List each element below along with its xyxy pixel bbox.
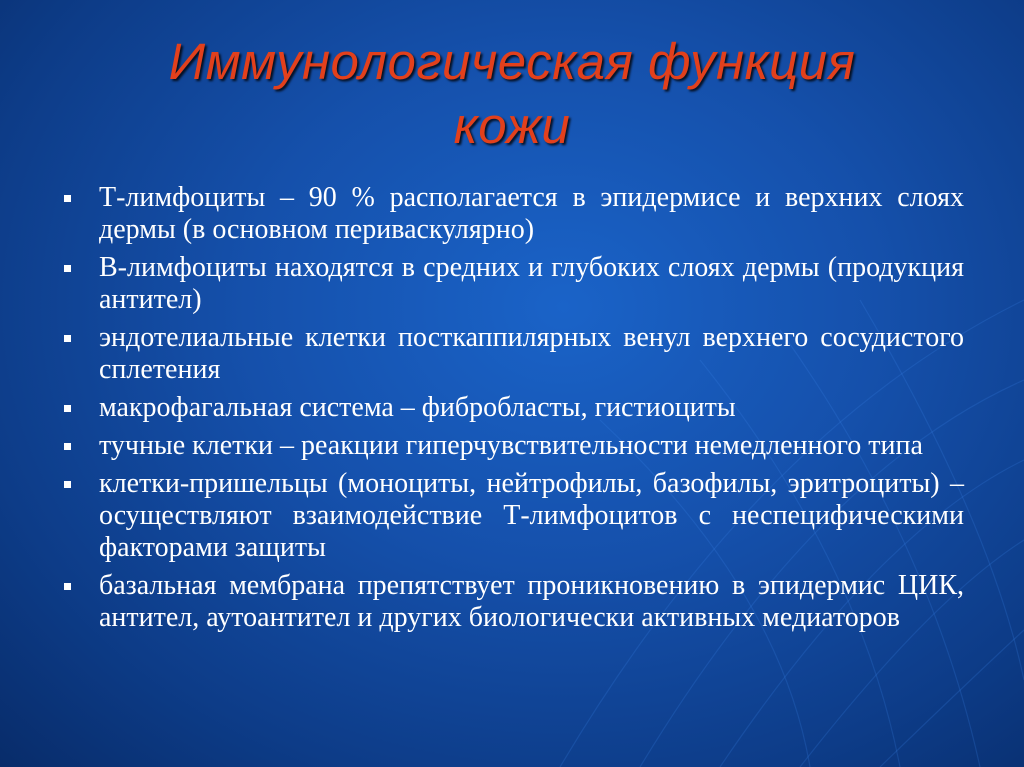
bullet-list [64, 182, 964, 640]
square-bullet-icon [64, 583, 71, 590]
bullet-text: базальная мембрана препятствует проникновению в эпидермис ЦИК, антител, аутоантител и других биологически активных медиаторов [99, 570, 964, 633]
square-bullet-icon [64, 443, 71, 450]
bullet-item-t-lymphocytes [64, 182, 964, 246]
bullet-item-basal-membrane [64, 570, 964, 634]
square-bullet-icon [64, 481, 71, 488]
bullet-item-b-lymphocytes [64, 252, 964, 316]
bullet-text: Т-лимфоциты – 90 % располагается в эпидермисе и верхних слоях дермы (в основном периваскулярно) [99, 182, 964, 245]
square-bullet-icon [64, 405, 71, 412]
bullet-item-endothelial-cells [64, 322, 964, 386]
bullet-text: тучные клетки – реакции гиперчувствительности немедленного типа [99, 430, 923, 461]
square-bullet-icon [64, 195, 71, 202]
square-bullet-icon [64, 265, 71, 272]
slide-title [60, 30, 964, 158]
bullet-text: эндотелиальные клетки посткаппилярных венул верхнего сосудистого сплетения [99, 322, 964, 385]
slide-title-line-1: Иммунологическая функция [168, 33, 856, 90]
bullet-text: клетки-пришельцы (моноциты, нейтрофилы, базофилы, эритроциты) – осуществляют взаимодействие Т-лимфоцитов с неспецифическими факторами защиты [99, 468, 964, 563]
bullet-item-alien-cells [64, 468, 964, 564]
bullet-item-macrophage-system [64, 392, 964, 424]
square-bullet-icon [64, 335, 71, 342]
bullet-text: макрофагальная система – фибробласты, гистиоциты [99, 392, 736, 423]
slide-title-line-2: кожи [453, 97, 571, 154]
bullet-text: В-лимфоциты находятся в средних и глубоких слоях дермы (продукция антител) [99, 252, 964, 315]
bullet-item-mast-cells [64, 430, 964, 462]
